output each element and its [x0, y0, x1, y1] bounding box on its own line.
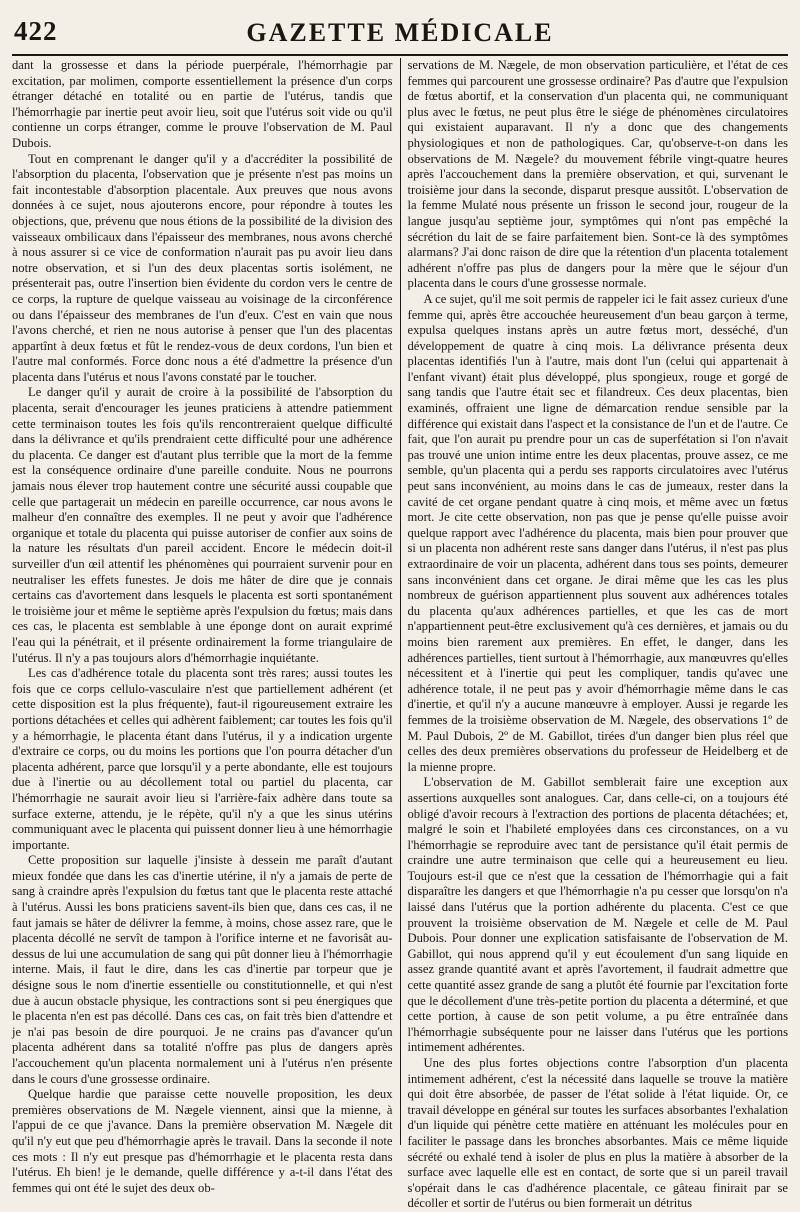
paragraph: L'observation de M. Gabillot semblerait faire une exception aux assertions auxquelles sont analogues. Car, dans celle-ci, on a toujours été obligé d'avoir recours à l'extraction des portions de placenta détachées; et, malgré le soin et l'habileté employées dans ces circonstances, on a vu l'hémorrhagie se reproduire avec tant de persistance qu'il était permis de craindre une autre terminaison que celle qui a heureusement eu lieu. Toujours est-il que ce n'est que la cessation de l'hémorrhagie qui a fait disparaître les dangers et que l'hémorrhagie n'a pu cesser que lorsqu'on n'a laissé dans l'utérus que la portion adhérente du placenta. C'est ce que prouvent la troisième observation de M. Nægele et celle de M. Paul Dubois. Pour donner une explication satisfaisante de l'observation de M. Gabillot, qui nous apprend qu'il y eut écoulement d'un sang liquide en assez grande quantité avant et après l'avortement, il faudrait admettre que cette quantité assez grande de sang a plutôt été fournie par l'excitation forte que le décollement d'une très-petite portion du placenta a déterminé, et que cette portion, à cause de son petit volume, a pu être entraînée dans l'hémorrhagie subséquente pour ne laisser dans l'utérus que les portions intimement adhérentes.	[407, 775, 788, 1055]
paragraph: servations de M. Nægele, de mon observation particulière, et l'état de ces femmes qui parcourent une grossesse ordinaire? Pas d'autre que l'expulsion de fœtus abortif, et la conservation d'un placenta qui, ne communiquant plus avec le fœtus, ne peut plus être le siége de phénomènes circulatoires qui existaient auparavant. Il n'y a donc que des changements physiologiques et non de pathologiques. Car, qu'observe-t-on dans les observations de M. Nægele? du mouvement fébrile vingt-quatre heures après l'accouchement dans la première observation, et qui, survenant le troisième jour dans la seconde, disparut presque aussitôt. L'observation de la femme Mulaté nous présente un frisson le second jour, rougeur de la langue jusqu'au septième jour, symptômes qui n'ont pas empêché la sécrétion du lait de se faire parfaitement bien. Sont-ce là des symptômes alarmans? J'ai donc raison de dire que la rétention d'un placenta totalement adhérent n'offre pas plus de dangers pour la mère que le séjour d'un placenta dans le cours d'une grossesse normale.	[407, 58, 788, 291]
paragraph: Cette proposition sur laquelle j'insiste à dessein me paraît d'autant mieux fondée que dans les cas d'inertie utérine, il n'y a jamais de perte de sang à craindre après l'expulsion du fœtus tant que le placenta reste attaché à l'utérus. Aussi les bons praticiens savent-ils bien que, dans ces cas, il ne faut jamais se hâter de délivrer la femme, à moins, chose assez rare, que le placenta décollé ne servît de tampon à l'orifice interne et ne favorisât au-dessus de lui une accumulation de sang qui pût donner lieu à l'hémorrhagie interne. Mais, il faut le dire, dans les cas d'inertie par torpeur que je désigne sous le nom d'inertie essentielle ou constitutionnelle, et qui n'est due à aucun obstacle physique, les contractions sont si peu énergiques que le placenta n'en est pas décollé. Dans ces cas, on fait très bien d'attendre et je n'ai pas besoin de dire pourquoi. Je ne crains pas d'avancer qu'un placenta adhérent dans sa totalité n'offre pas plus de dangers après l'accouchement qu'un placenta normalement uni à l'utérus n'en présente dans le cours d'une grossesse ordinaire.	[12, 853, 393, 1086]
article-columns	[12, 58, 788, 1211]
paragraph: dant la grossesse et dans la période puerpérale, l'hémorrhagie par excitation, par molimen, comporte essentiellement la présence d'un corps étranger détaché en totalité ou en partie de l'utérus, tandis que l'hémorrhagie par inertie peut avoir lieu, soit que l'utérus soit vide ou qu'il contienne un corps étranger, comme le prouve l'observation de M. Paul Dubois.	[12, 58, 393, 150]
paragraph: A ce sujet, qu'il me soit permis de rappeler ici le fait assez curieux d'une femme qui, après être accouchée heureusement d'un beau garçon à terme, expulsa quelques instans après un autre fœtus mort, desséché, d'un développement de quatre à cinq mois. La délivrance présenta deux placentas identifiés l'un à l'autre, mais dont l'un (celui qui appartenait à l'enfant vivant) était plus développé, plus spongieux, rouge et gorgé de sang tandis que l'autre était sec et filandreux. Ces deux placentas, bien examinés, offraient une ligne de démarcation rendue sensible par la différence qui existait dans l'aspect et la consistance de l'un et de l'autre. Ce fait, que l'on aurait pu prendre pour un cas de superfétation si l'on n'avait pas trouvé une union intime entre les deux placentas, prouve assez, ce me semble, qu'un placenta qui a perdu ses rapports circulatoires avec l'utérus peut sans inconvénient, au moins dans le cas de jumeaux, rester dans la cavité de cet organe pendant quatre à cinq mois, et même avec un fœtus mort. Je cite cette observation, non pas que je pense qu'elle puisse avoir quelque rapport avec l'adhérence du placenta, mais bien pour prouver que si un placenta non adhérent reste sans danger dans l'utérus, il n'est pas plus extraordinaire de voir un placenta, adhérent dans tous ses points, demeurer sans inconvénient dans cet organe. Je dirai même que les cas les plus nombreux de guérison appartiennent plus souvent aux adhérences totales du placenta qu'aux adhérences partielles, et que les cas de mort n'appartiennent peut-être exclusivement qu'à ces dernières, et jamais ou du moins bien rarement aux premières. En effet, le danger, dans les adhérences partielles, tient surtout à l'hémorrhagie, aux manœuvres qu'elles nécessitent et à l'inertie qui peut les compliquer, tandis qu'avec une adhérence totale, il ne peut pas y avoir d'hémorrhagie même dans le cas d'inertie, et qu'il n'y a aucune manœuvre à employer. Aussi je regarde les femmes de la troisième observation de M. Nægele, des observations 1º de M. Paul Dubois, 2º de M. Gabillot, tirées d'un danger bien plus réel que celles des deux premières observations du professeur de Heidelberg et de la mienne propre.	[407, 291, 788, 774]
paragraph: Les cas d'adhérence totale du placenta sont très rares; aussi toutes les fois que ce corps cellulo-vasculaire n'est que partiellement adhérent (et cette disposition est la plus fréquente), faut-il rigoureusement extraire les portions détachées et celles qui adhèrent faiblement; car toutes les fois qu'il y a hémorrhagie, le placenta étant dans l'utérus, il y a indication urgente d'extraire ce corps, ou du moins les portions que l'on pourra détacher d'un placenta adhérent, parce que lorsqu'il y a perte abondante, elle est toujours due à l'inertie ou au décollement total ou partiel du placenta, car l'hémorrhagie ne saurait avoir lieu si l'arrière-faix adhère dans toute sa surface externe, attendu, je le répète, qu'il n'y a que les sinus utérins communiquant avec le placenta qui puissent donner lieu à une hémorrhagie importante.	[12, 666, 393, 852]
journal-title: GAZETTE MÉDICALE	[246, 18, 554, 47]
right-column	[401, 58, 789, 1211]
paragraph: Quelque hardie que paraisse cette nouvelle proposition, les deux premières observations de M. Nægele viennent, ainsi que la mienne, à l'appui de ce que j'avance. Dans la première observation M. Nægele dit qu'il n'y eut que peu d'hémorrhagie après le travail. Dans la seconde il note ces mots : Il n'y eut presque pas d'hémorrhagie et le placenta resta dans l'utérus. Eh bien! je le demande, quelle différence y a-t-il dans l'état des femmes qui ont été le sujet des deux ob-	[12, 1087, 393, 1195]
page-number: 422	[14, 16, 58, 46]
paragraph: Tout en comprenant le danger qu'il y a d'accréditer la possibilité de l'absorption du placenta, l'observation que je présente n'est pas moins un fait incontestable d'absorption placentale. Aux preuves que nous avons données à ce sujet, nous ajouterons encore, pour répondre à toutes les objections, que, prévenu que nous étions de la possibilité de la division des vaisseaux ombilicaux dans l'épaisseur des membranes, nous avons cherché à nous assurer si ce vice de conformation n'aurait pas pu avoir lieu dans notre observation, et si l'un des deux placentas sortis isolément, ne présenterait pas, outre l'insertion bien évidente du cordon vers le centre de ce corps, la rupture de quelque vaisseau au voisinage de la circonférence ou dans l'épaisseur des membranes de l'un d'eux. C'est en vain que nous l'avons cherché, et rien ne nous autorise à penser que l'un des placentas appartînt à deux fœtus et fût le rendez-vous de deux cordons, l'un bien et l'autre mal conformés. Force donc nous a été d'admettre la présence d'un placenta dans l'utérus et nous l'avons constaté par le toucher.	[12, 151, 393, 384]
paragraph: Une des plus fortes objections contre l'absorption d'un placenta intimement adhérent, c'est la nécessité dans laquelle se trouve la matière qui doit être absorbée, de passer de l'état solide à l'état liquide. Or, ce travail développe en général sur toutes les surfaces absorbantes l'exhalation d'un liquide qui pénètre cette matière en atténuant les molécules pour en faciliter le passage dans les bronches absorbantes. Mais ce même liquide sécrété ou exhalé tend à isoler de plus en plus la matière à absorber de la surface avec laquelle elle est en contact, de sorte que si un pareil travail s'opérait dans le cas d'adhérence placentale, ce gâteau finirait par se décoller et sortir de l'utérus ou bien formerait un détritus	[407, 1056, 788, 1211]
page-header	[12, 14, 788, 56]
paragraph: Le danger qu'il y aurait de croire à la possibilité de l'absorption du placenta, serait d'encourager les jeunes praticiens à attendre patiemment cette terminaison toutes les fois qu'ils rencontreraient quelque difficulté dans la délivrance et qu'ils prendraient cette difficulté pour une adhérence du placenta. Ce danger est d'autant plus terrible que la mort de la femme est la conséquence ordinaire d'une pareille conduite. Nous ne pourrons jamais nous élever trop hautement contre une sécurité aussi coupable que celle que partagerait un médecin en pareille occurrence, car nous avons le malheur d'en connaître des exemples. Il ne peut y avoir que l'adhérence organique et totale du placenta qui puisse autoriser de confier aux soins de la nature les résultats d'un pareil accident. Encore le médecin doit-il surveiller d'un œil attentif les phénomènes qui pourraient survenir pour en neutraliser les effets funestes. Je dois me hâter de dire que je connais certains cas d'avortement dans lesquels le placenta est sorti spontanément le troisième jour et même le septième après l'expulsion du fœtus; mais dans ces cas, le placenta est semblable à une éponge dont on aurait exprimé l'eau qui la pénétrait, et il présente ordinairement la forme triangulaire de l'utérus. Il n'y a pas toujours alors d'hémorrhagie inquiétante.	[12, 385, 393, 665]
left-column	[12, 58, 400, 1195]
